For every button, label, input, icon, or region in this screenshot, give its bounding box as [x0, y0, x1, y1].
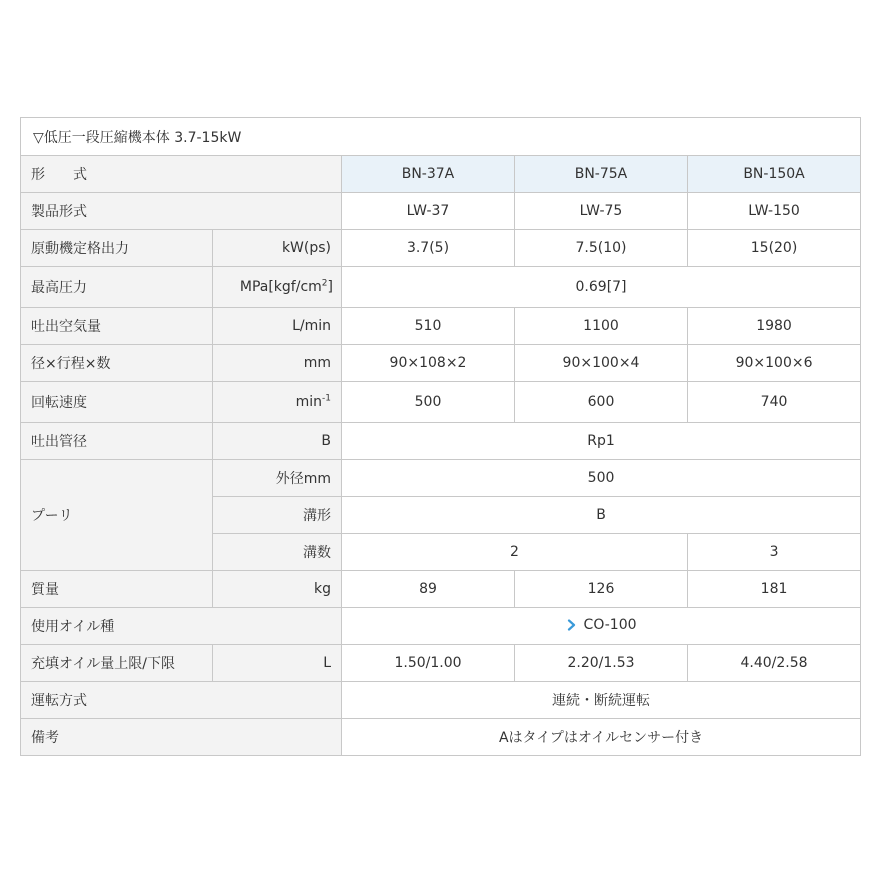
row-label: 質量	[21, 571, 213, 608]
cell-value: 15(20)	[688, 230, 861, 267]
row-label: 使用オイル種	[21, 608, 342, 645]
unit-end: ]	[327, 279, 333, 295]
cell-value: 89	[342, 571, 515, 608]
oil-amount-row	[21, 645, 861, 682]
cell-value: 7.5(10)	[515, 230, 688, 267]
row-label: 運転方式	[21, 682, 342, 719]
oil-type-cell	[342, 608, 861, 645]
row-unit: L	[213, 645, 342, 682]
cell-value: 4.40/2.58	[688, 645, 861, 682]
oil-type-link[interactable]	[566, 617, 637, 633]
model-header: BN-75A	[515, 156, 688, 193]
row-unit: 溝形	[213, 497, 342, 534]
cell-value: 90×108×2	[342, 345, 515, 382]
row-unit: 溝数	[213, 534, 342, 571]
cell-value: 連続・断続運転	[342, 682, 861, 719]
cell-value: LW-75	[515, 193, 688, 230]
mass-row	[21, 571, 861, 608]
cell-value: Rp1	[342, 423, 861, 460]
row-unit: kg	[213, 571, 342, 608]
row-label: 備考	[21, 719, 342, 756]
cell-value: 90×100×6	[688, 345, 861, 382]
row-unit: B	[213, 423, 342, 460]
row-label: 径×行程×数	[21, 345, 213, 382]
cell-value: 90×100×4	[515, 345, 688, 382]
cell-value: 2	[342, 534, 688, 571]
cell-value: LW-37	[342, 193, 515, 230]
unit-superscript: -1	[322, 393, 331, 404]
cell-value: 1100	[515, 308, 688, 345]
row-label: 吐出空気量	[21, 308, 213, 345]
row-unit	[213, 267, 342, 308]
unit-base: min	[295, 394, 323, 410]
model-header: BN-150A	[688, 156, 861, 193]
cell-value: 740	[688, 382, 861, 423]
oil-type-link-label: CO-100	[583, 617, 637, 633]
row-unit: 外径mm	[213, 460, 342, 497]
cell-value: 510	[342, 308, 515, 345]
speed-row	[21, 382, 861, 423]
cell-value: 2.20/1.53	[515, 645, 688, 682]
spec-table	[20, 117, 861, 756]
air-row	[21, 308, 861, 345]
row-unit	[213, 382, 342, 423]
unit-base: MPa[kgf/cm	[239, 279, 322, 295]
row-unit: mm	[213, 345, 342, 382]
cell-value: B	[342, 497, 861, 534]
oil-type-row	[21, 608, 861, 645]
caption-row	[21, 118, 861, 156]
power-row	[21, 230, 861, 267]
cell-value: 3.7(5)	[342, 230, 515, 267]
operation-row	[21, 682, 861, 719]
row-label: 充填オイル量上限/下限	[21, 645, 213, 682]
row-label: 回転速度	[21, 382, 213, 423]
table-caption: ▽低圧一段圧縮機本体 3.7-15kW	[21, 118, 861, 156]
row-label: 製品形式	[21, 193, 342, 230]
product-row	[21, 193, 861, 230]
bore-row	[21, 345, 861, 382]
pulley-outer-row	[21, 460, 861, 497]
cell-value: 1.50/1.00	[342, 645, 515, 682]
cell-value: Aはタイプはオイルセンサー付き	[342, 719, 861, 756]
cell-value: 600	[515, 382, 688, 423]
model-header: BN-37A	[342, 156, 515, 193]
row-label: プーリ	[21, 460, 213, 571]
cell-value: 3	[688, 534, 861, 571]
pressure-row	[21, 267, 861, 308]
model-row	[21, 156, 861, 193]
row-unit: kW(ps)	[213, 230, 342, 267]
cell-value: 181	[688, 571, 861, 608]
row-label: 吐出管径	[21, 423, 213, 460]
row-label: 最高圧力	[21, 267, 213, 308]
cell-value: 500	[342, 382, 515, 423]
cell-value: LW-150	[688, 193, 861, 230]
row-unit: L/min	[213, 308, 342, 345]
spec-table-container	[20, 117, 860, 756]
cell-value: 500	[342, 460, 861, 497]
cell-value: 126	[515, 571, 688, 608]
row-label: 原動機定格出力	[21, 230, 213, 267]
chevron-right-icon	[566, 619, 578, 631]
unit-superscript: 2	[321, 278, 328, 289]
cell-value: 0.69[7]	[342, 267, 861, 308]
form-label: 形 式	[21, 156, 342, 193]
remarks-row	[21, 719, 861, 756]
cell-value: 1980	[688, 308, 861, 345]
pipe-row	[21, 423, 861, 460]
